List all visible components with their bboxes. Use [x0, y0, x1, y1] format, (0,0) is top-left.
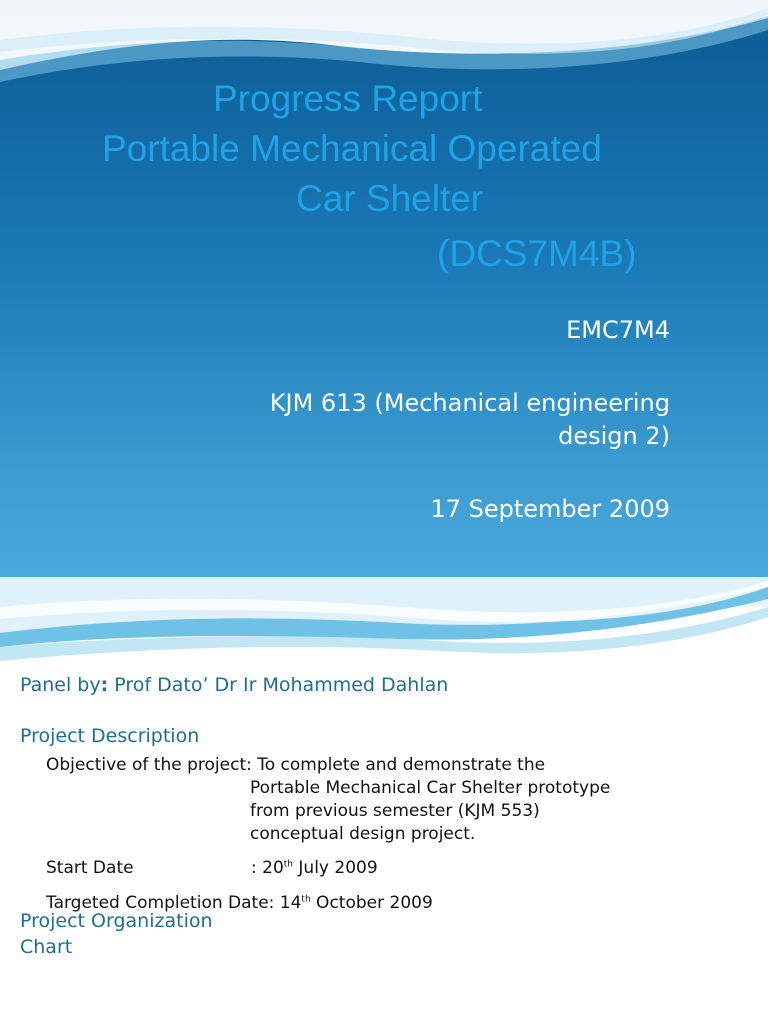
- objective-line-3: from previous semester (KJM 553): [250, 801, 540, 821]
- start-date-label: Start Date: [46, 858, 134, 878]
- objective-text: Objective of the project: To complete and demonstrate the: [46, 755, 546, 775]
- title-line-2: Portable Mechanical Operated: [102, 128, 602, 169]
- panel-colon: :: [100, 674, 109, 696]
- project-description-heading: Project Description: [20, 725, 200, 747]
- org-chart-heading-line-1: Project Organization: [20, 910, 213, 932]
- target-ordinal: th: [301, 894, 311, 905]
- objective-line-2: Portable Mechanical Car Shelter prototype: [250, 778, 611, 798]
- org-chart-area: [16, 977, 768, 1024]
- decorative-wave-bottom: [0, 577, 768, 667]
- course-name: [150, 387, 670, 453]
- start-suffix: July 2009: [293, 858, 378, 878]
- course-line-1: KJM 613 (Mechanical engineering: [269, 389, 670, 417]
- start-ordinal: th: [283, 859, 293, 870]
- target-prefix: Targeted Completion Date: 14: [46, 893, 302, 913]
- title-line-3: Car Shelter: [296, 178, 484, 219]
- slide-subtitle: [150, 314, 670, 526]
- course-line-2: design 2): [558, 422, 670, 450]
- target-suffix: October 2009: [310, 893, 433, 913]
- start-prefix: : 20: [251, 858, 284, 878]
- class-code: EMC7M4: [566, 316, 670, 344]
- panel-label: Panel by: [20, 674, 101, 696]
- report-date: 17 September 2009: [430, 495, 670, 523]
- org-chart-heading: [20, 908, 260, 960]
- title-line-1: Progress Report: [213, 78, 483, 119]
- title-line-4: (DCS7M4B): [437, 233, 637, 274]
- objective-continuation: [250, 777, 610, 846]
- start-date-value: [251, 857, 378, 880]
- panel-name: Prof Dato’ Dr Ir Mohammed Dahlan: [108, 674, 449, 696]
- objective-line-4: conceptual design project.: [250, 824, 476, 844]
- panel-info: [20, 674, 448, 696]
- content-slide: [0, 577, 768, 1024]
- org-chart-heading-line-2: Chart: [20, 936, 73, 958]
